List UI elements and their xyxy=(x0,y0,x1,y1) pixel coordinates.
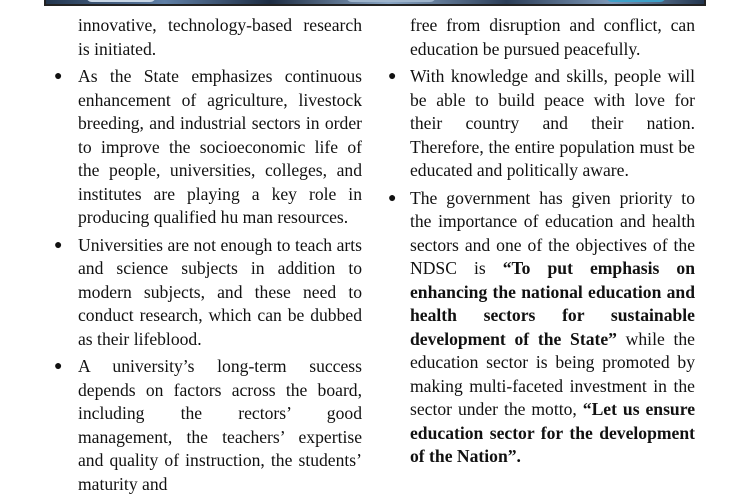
bullet-icon: ● xyxy=(388,190,397,206)
paragraph-continuation xyxy=(384,14,750,61)
bullet-item xyxy=(384,65,750,183)
right-column xyxy=(384,14,750,469)
banner-decoration-mid xyxy=(346,0,436,2)
bullet-icon: ● xyxy=(54,69,63,84)
paragraph-continuation xyxy=(0,14,375,61)
bullet-item xyxy=(0,355,375,496)
ndsc-objective-quote: “To put emphasis on enhancing the national education and health sectors for sustainable development of the State” xyxy=(410,258,695,349)
bullet-icon: ● xyxy=(54,359,63,374)
header-banner-image xyxy=(44,0,706,6)
left-column xyxy=(0,14,375,496)
banner-decoration-left xyxy=(86,0,156,2)
paragraph-text: innovative, technology-based research is initiated. xyxy=(78,15,362,59)
bullet-text: With knowledge and skills, people will be able to build peace with love for their country and their nation. Therefore, the entire population must be educated and politically aware. xyxy=(410,66,695,180)
bullet-item xyxy=(0,65,375,230)
bullet-item xyxy=(384,187,750,469)
bullet-item xyxy=(0,234,375,352)
banner-decoration-right xyxy=(606,0,666,2)
bullet-text: As the State emphasizes continuous enhancement of agriculture, livestock breeding, and industrial sectors in order to improve the socioeconomic life of the people, universities, colleges, and institutes are playing a key role in producing qualified hu man resources. xyxy=(78,66,362,227)
motto-quote: “Let us ensure education sector for the development of the Nation” xyxy=(410,399,695,466)
bullet-period: . xyxy=(516,446,521,466)
bullet-text: A university’s long-term success depends on factors across the board, including the rectors’ good management, the teachers’ expertise and quality of instruction, the students’ maturity and xyxy=(78,356,362,494)
paragraph-text: free from disruption and conflict, can education be pursued peacefully. xyxy=(410,15,695,59)
bullet-icon: ● xyxy=(54,237,63,253)
bullet-text: while the education sector is being promoted by making multi-faceted investment in the sector under the motto, xyxy=(410,328,695,419)
bullet-text: Universities are not enough to teach arts and science subjects in addition to modern subjects, and these need to conduct research, which can be dubbed as their lifeblood. xyxy=(78,234,362,349)
bullet-icon: ● xyxy=(388,69,397,84)
bullet-text: The government has given priority to the importance of education and health sectors and one of the objectives of the NDSC is xyxy=(410,187,695,278)
